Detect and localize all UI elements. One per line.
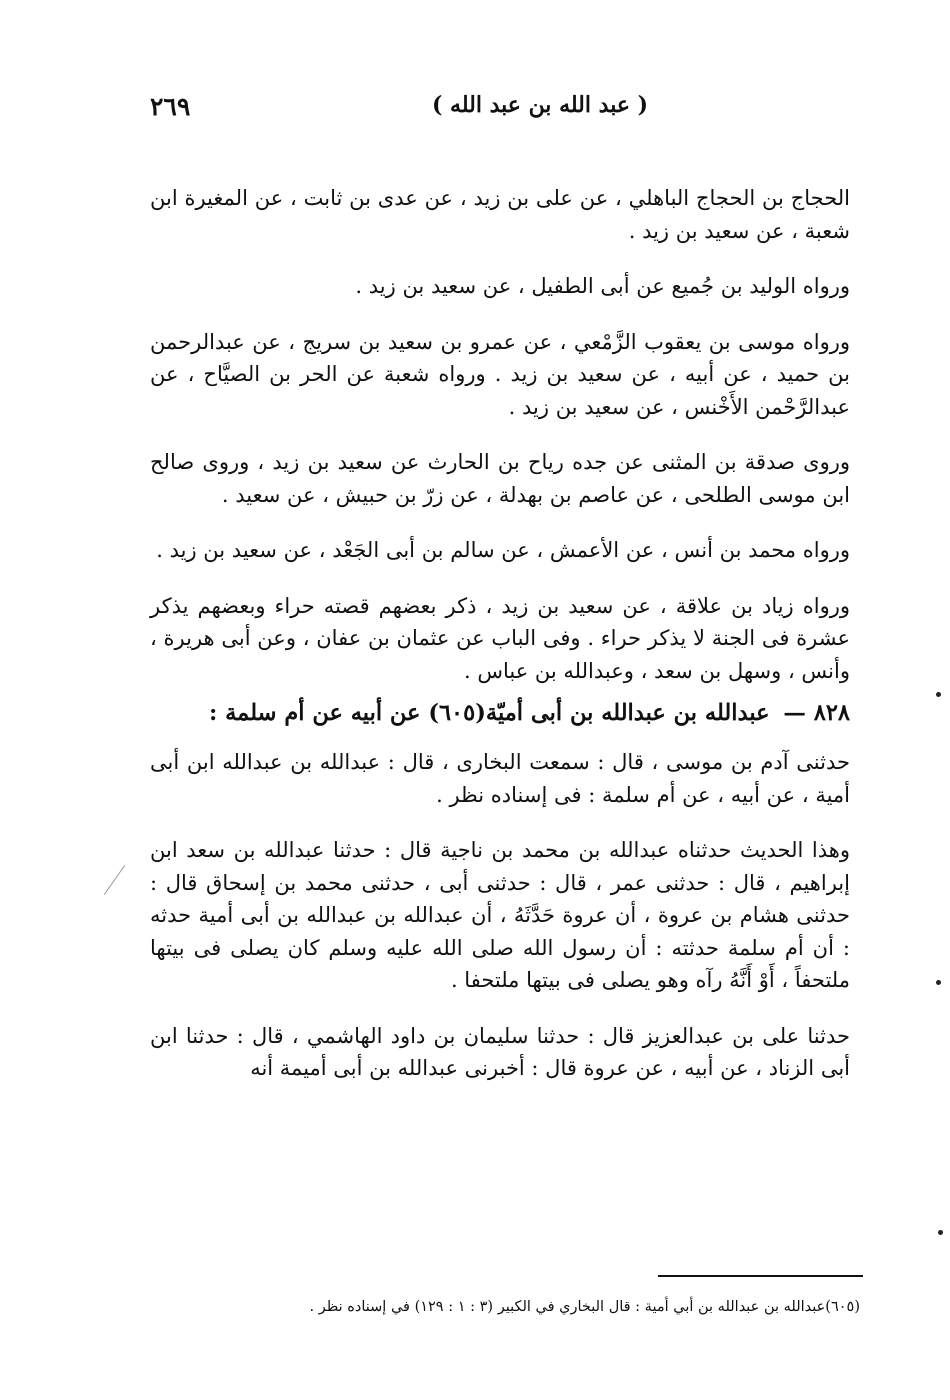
paragraph: ورواه موسى بن يعقوب الزَّمْعي ، عن عمرو بن سعيد بن سريج ، عن عبدالرحمن بن حميد ، عن أبيه ، عن سعيد بن زيد . ورواه شعبة عن الحر بن الصيَّاح ، عن عبدالرَّحْمن الأَخْنس ، عن سعيد بن زيد . [150, 329, 850, 419]
chapter-heading [150, 697, 850, 730]
footnote-divider [658, 1275, 863, 1277]
paragraph: ورواه الوليد بن جُميع عن أبى الطفيل ، عن سعيد بن زيد . [355, 274, 850, 298]
paragraph: ورواه محمد بن أنس ، عن الأعمش ، عن سالم بن أبى الجَعْد ، عن سعيد بن زيد . [156, 538, 850, 562]
paragraph: ورواه زياد بن علاقة ، عن سعيد بن زيد ، ذكر بعضهم قصته حراء وبعضهم يذكر عشرة فى الجنة لا يذكر حراء . وفى الباب عن عثمان بن عفان ، وعن أبى هريرة ، وأنس ، وسهل بن سعد ، وعبدالله بن عباس . [150, 593, 850, 683]
running-title: ( عبد الله بن عبد الله ) [431, 92, 649, 118]
footnote: (٦٠٥)عبدالله بن عبدالله بن أبي أمية : قال البخاري في الكبير (٣ : ١ : ١٢٩) في إسناده نظر . [309, 1299, 860, 1315]
page-body [150, 182, 850, 1108]
chapter-heading-text: عبدالله بن عبدالله بن أبى أميّة(٦٠٥) عن أبيه عن أم سلمة : [208, 700, 770, 726]
scan-speck [936, 692, 941, 697]
paragraph: الحجاج بن الحجاج الباهلي ، عن على بن زيد ، عن عدى بن ثابت ، عن المغيرة ابن شعبة ، عن سعيد بن زيد . [150, 186, 850, 243]
paragraph: حدثنى آدم بن موسى ، قال : سمعت البخارى ، قال : عبدالله بن عبدالله ابن أبى أمية ، عن أبيه ، عن أم سلمة : فى إسناده نظر . [150, 750, 850, 807]
scan-speck [938, 1230, 943, 1235]
scan-stroke [104, 865, 125, 895]
paragraph: حدثنا على بن عبدالعزيز قال : حدثنا سليمان بن داود الهاشمي ، قال : حدثنا ابن أبى الزناد ، عن أبيه ، عن عروة قال : أخبرنى عبدالله بن أبى أميمة أنه [150, 1023, 850, 1080]
paragraph: وروى صدقة بن المثنى عن جده رياح بن الحارث عن سعيد بن زيد ، وروى صالح ابن موسى الطلحى ، عن عاصم بن بهدلة ، عن زرّ بن حبيش ، عن سعيد . [150, 450, 850, 507]
scan-speck [936, 980, 941, 985]
page-header [150, 92, 850, 132]
paragraph: وهذا الحديث حدثناه عبدالله بن محمد بن ناجية قال : حدثنا عبدالله بن سعد ابن إبراهيم ، قال : حدثنى عمر ، قال : حدثنى أبى ، حدثنى محمد بن إسحاق قال : حدثنى هشام بن عروة ، أن عروة حَدَّثَهُ ، أن عبدالله بن عبدالله بن أبى أمية حدثه : أن أم سلمة حدثته : أن رسول الله صلى الله عليه وسلم كان يصلى فى بيتها ملتحفاً ، أَوْ أَنَّهُ رآه وهو يصلى فى بيتها ملتحفا . [150, 838, 850, 992]
page-number: ٢٦٩ [150, 92, 191, 121]
chapter-heading-number: ٨٢٨ — [783, 700, 850, 726]
